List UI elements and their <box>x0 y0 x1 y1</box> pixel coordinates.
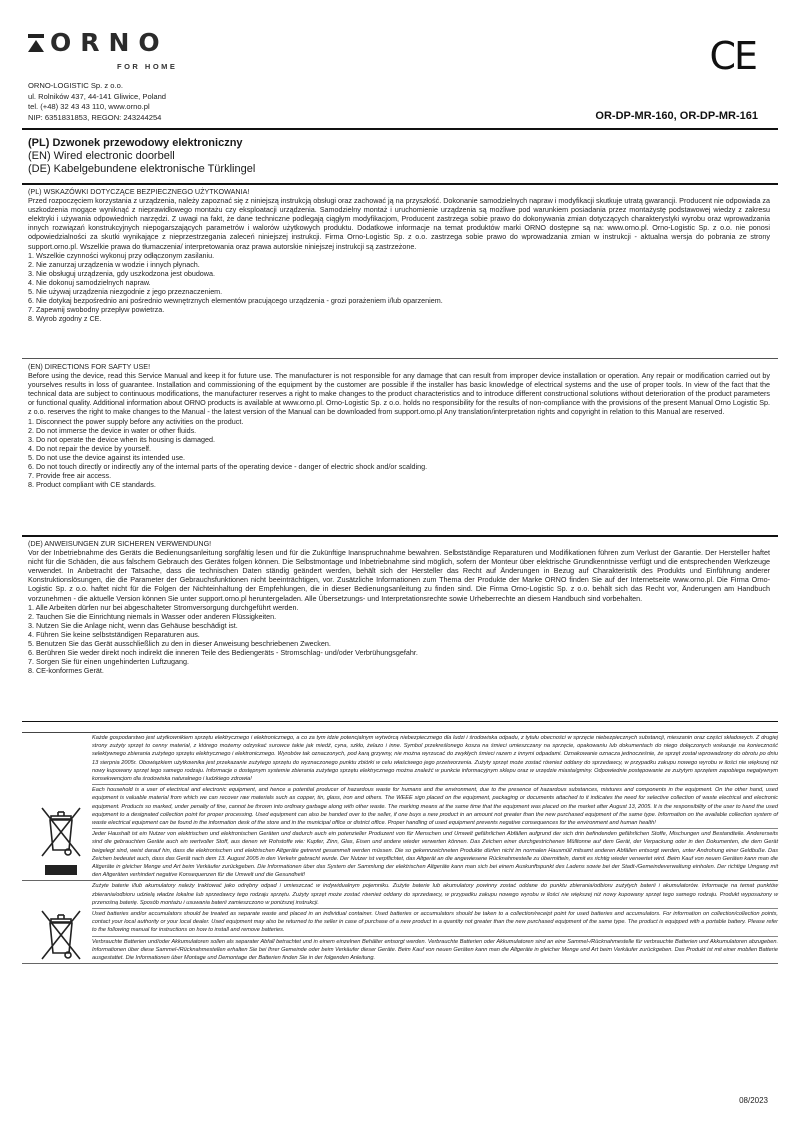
divider <box>22 358 778 359</box>
safety-list <box>28 251 770 324</box>
revision-date: 08/2023 <box>739 1096 768 1105</box>
safety-list <box>28 417 770 490</box>
list-item: 3. Nie obsługuj urządzenia, gdy uszkodzona jest obudowa. <box>28 268 215 278</box>
company-tax-ids: NIP: 6351831853, REGON: 243244254 <box>28 112 162 122</box>
list-item: 4. Führen Sie keine selbstständigen Reparaturen aus. <box>28 629 200 639</box>
list-item: 6. Berühren Sie weder direkt noch indirekt die inneren Teile des Bediengeräts - Stromschlag- und/oder Verbrühungsgefahr. <box>28 648 418 658</box>
company-info <box>28 81 166 123</box>
weee-text-pl: Każde gospodarstwo jest użytkownikiem sprzętu elektrycznego i elektronicznego, a co za tym idzie potencjalnym wytwórcą niebezpiecznego dla ludzi i środowiska odpadu, z tytułu obecności w sprzęcie niebezpiecznych substancji, mieszanin oraz części składowych. Z drugiej strony zużyty sprzęt to cenny materiał, z którego możemy odzyskać surowce takie jak miedź, cyna, szkło, żelazo i inne. Symbol przekreślonego kosza na śmieci umieszczany na sprzęcie, opakowaniu lub dokumentach do niego dołączonych wskazuje na konieczność selektywnego zbierania zużytego sprzętu elektrycznego i elektronicznego. Wyrobów tak oznaczonych, pod karą grzywny, nie można wyrzucać do zwykłych śmieci razem z innymi odpadami. Oznakowanie oznacza jednocześnie, że sprzęt został wprowadzony do obrotu po dniu 13 sierpnia 2005r. Obowiązkiem użytkownika jest przekazanie zużytego sprzętu do wyznaczonego punktu zbiórki w celu właściwego jego przetworzenia. Zużyty sprzęt może zostać również oddany do sprzedawcy, w przypadku zakupu nowego wyrobu w ilości nie większej niż nowy kupowany sprzęt tego samego rodzaju. Informacje o dostępnym systemie zbierania zużytego sprzętu elektrycznego można znaleźć w punkcie informacyjnym sklepu oraz w urzędzie miasta/gminy. Odpowiednie postępowanie ze zużytym sprzętem zapobiega negatywnym konsekwencjom dla środowiska naturalnego i ludzkiego zdrowia! <box>92 735 778 783</box>
list-item: 6. Do not touch directly or indirectly any of the internal parts of the operating device - danger of electric shock and/or scalding. <box>28 462 428 472</box>
divider <box>22 128 778 130</box>
list-item: 6. Nie dotykaj bezpośrednio ani pośrednio wewnętrznych elementów pracującego urządzenia - grozi porażeniem i/lub oparzeniem. <box>28 296 443 306</box>
list-item: 3. Do not operate the device when its housing is damaged. <box>28 434 215 444</box>
title-en: (EN) Wired electronic doorbell <box>28 150 175 162</box>
product-titles <box>28 137 255 176</box>
weee-text-de: Jeder Haushalt ist ein Nutzer von elektrischen und elektronischen Geräten und dadurch auch ein potenzieller Produzent von für Menschen und Umwelt gefährlichen Abfällen aufgrund der sich drin befindenden gefährlichen Stoffe, Mischungen und Bestandteile. Andererseits sind die gebrauchten Geräte auch ein wertvoller Stoff, aus denen wir Rohstoffe wie: Kupfer, Zinn, Glas, Eisen und andere wieder verwerten können. Das Zeichen einer durchgestrichenen Mülltonne auf dem Gerät, der Verpackung oder in den Dokumenten, die dem Gerät beigelegt sind, weist darauf hin, dass die elektronischen und elektrischen Altgeräte getrennt gesammelt werden müssen. Die so gekennzeichneten Produkte dürfen nicht im normalen Hausmüll mitsamt anderen Abfällen entsorgt werden, unter Androhung einer Geldbuße. Das Zeichen bedeutet auch, dass das Gerät nach dem 13. August 2005 in den Verkehr gebracht wurde. Der Nutzer ist verpflichtet, das Altgerät an die angewiesene Rücknahmestelle zu übermitteln, damit es richtig wieder verwertet wird. Beim Kauf von neuen Geräten kann man die Altgeräte in gleicher Menge und Art beim Verkäufer zurückgeben. Die Informationen über das System der Sammlung der elektrischen Altgeräte kann man sich bei einem Auskunftspunkt des Ladens sowie bei der Stadt-/Gemeindeverwaltung einholen. Der richtige Umgang mit den Altgeräten verhindert negative Konsequenzen für die Umwelt und die Gesundheit! <box>92 831 778 879</box>
divider <box>22 535 778 537</box>
section-body: Przed rozpoczęciem korzystania z urządzenia, należy zapoznać się z niniejszą instrukcją obsługi oraz zachować ją na przyszłość. Dokonanie samodzielnych napraw i modyfikacji skutkuje utratą gwarancji. Producent nie odpowiada za uszkodzenia mogące wyniknąć z nieprawidłowego montażu czy eksploatacji urządzenia. Samodzielny montaż i uruchomienie urządzenia są możliwe pod warunkiem posiadania przez montażystę podstawowej wiedzy z zakresu elektryki i używania odpowiednich narzędzi. Z uwagi na fakt, że dane techniczne podlegają ciągłym modyfikacjom, Producent zastrzega sobie prawo do dokonywania zmian dotyczących charakterystyki wyrobu oraz wprowadzania innych rozwiązań konstrukcyjnych niepogarszających parametrów i walorów użytkowych produktu. Dodatkowe informacje na temat produktów marki ORNO dostępne są na: www.orno.pl. Orno-Logistic Sp. z o.o. nie ponosi odpowiedzialności za skutki wynikające z nieprzestrzegania zaleceń niniejszej instrukcji. Firma Orno-Logistic Sp. z o.o. zastrzega sobie prawo do wprowadzania zmian w instrukcji - aktualna wersja do pobrania ze strony support.orno.pl. Wszelkie prawa do tłumaczenia/ interpretowania oraz prawa autorskie niniejszej instrukcji są zastrzeżone. <box>28 196 770 251</box>
list-item: 7. Zapewnij swobodny przepływ powietrza. <box>28 305 165 315</box>
weee-equipment-block <box>22 732 778 880</box>
crossed-out-battery-bin-icon <box>38 909 84 961</box>
safety-section-pl <box>28 187 770 323</box>
divider <box>22 721 778 722</box>
list-item: 8. Wyrob zgodny z CE. <box>28 314 102 324</box>
list-item: 8. Product compliant with CE standards. <box>28 480 156 490</box>
list-item: 1. Alle Arbeiten dürfen nur bei abgeschalteter Stromversorgung durchgeführt werden. <box>28 602 299 612</box>
list-item: 4. Do not repair the device by yourself. <box>28 443 152 453</box>
document-header <box>22 0 778 128</box>
list-item: 7. Provide free air access. <box>28 471 112 481</box>
list-item: 5. Do not use the device against its intended use. <box>28 452 186 462</box>
weee-disposal-section <box>22 732 778 964</box>
list-item: 5. Benutzen Sie das Gerät ausschließlich zu den in dieser Anweisung beschriebenen Zwecken. <box>28 639 331 649</box>
list-item: 1. Disconnect the power supply before any activities on the product. <box>28 416 244 426</box>
battery-text-pl: Zużyte baterie i/lub akumulatory należy traktować jako odrębny odpad i umieszczać w indywidualnym pojemniku. Zużyte baterie lub akumulatory powinny zostać oddane do punktu zbierania/odbioru zużytych baterii i akumulatorów. Informacje na temat punktów zbierania/odbioru udzielą władze lokalne lub sprzedawcy tego rodzaju sprzętu. Zużyty sprzęt może zostać również oddany do sprzedawcy, w przypadku zakupu nowego wyrobu w ilości nie większej niż nowy kupowany sprzęt tego samego rodzaju. Produkt wyposażony w przenośną baterię. Sposób montażu i usuwania baterii zamieszczono w poniższej instrukcji. <box>92 883 778 906</box>
orno-logo-icon <box>28 34 44 52</box>
list-item: 1. Wszelkie czynności wykonuj przy odłączonym zasilaniu. <box>28 250 215 260</box>
safety-list <box>28 603 770 676</box>
battery-text-en: Used batteries and/or accumulators should be treated as separate waste and placed in an individual container. Used batteries or accumulators should be taken to a collection/receipt point for used batteries and accumulators. For information on collection/collection points, contact your local authority or your local dealer. Used equipment may also be returned to the seller in case of purchase of a new product in a quantity not greater than the new purchased equipment of the same type. The product is equipped with a portable battery. Please refer to the following manual for instructions on how to install and remove batteries. <box>92 911 778 934</box>
weee-battery-block <box>22 880 778 963</box>
list-item: 4. Nie dokonuj samodzielnych napraw. <box>28 277 151 287</box>
company-contact: tel. (+48) 32 43 43 110, www.orno.pl <box>28 102 150 112</box>
company-name: ORNO-LOGISTIC Sp. z o.o. <box>28 81 123 90</box>
section-body: Before using the device, read this Service Manual and keep it for future use. The manufacturer is not responsible for any damage that can result from improper device installation or operation. Any repair or modification carried out by yourselves results in loss of guarantee. Installation and commissioning of the equipment by the customer are possible if the installer has basic knowledge of electrical systems and the use of proper tools. In view of the fact that the technical data are subject to continuous modifications, the manufacturer reserves a right to make changes to the product characteristics and to introduce different constructional solutions without deterioration of the product parameters or functional quality. Additional information about ORNO products is available at www.orno.pl. Orno-Logistic Sp. z o.o. holds no responsibility for the results of non-compliance with the provisions of the present Manual Orno Logistic Sp. z o.o. reserves the right to make changes to the Manual - the latest version of the Manual can be downloaded from support.orno.pl Any translation/interpretation rights and copyright in relation to this Manual are reserved. <box>28 371 770 417</box>
title-de: (DE) Kabelgebundene elektronische Türklingel <box>28 163 256 175</box>
list-item: 7. Sorgen Sie für einen ungehinderten Luftzugang. <box>28 657 190 667</box>
section-title: (DE) ANWEISUNGEN ZUR SICHEREN VERWENDUNG! <box>28 539 212 548</box>
section-title: (PL) WSKAZÓWKI DOTYCZĄCE BEZPIECZNEGO UŻYTKOWANIA! <box>28 187 250 196</box>
list-item: 8. CE-konformes Gerät. <box>28 666 104 676</box>
battery-text-de: Verbrauchte Batterien und/oder Akkumulatoren sollen als separater Abfall betrachtet und in einem einzelnen Behälter entsorgt werden. Verbrauchte Batterien oder Akkumulatoren sind an eine Sammel-/Rücknahmestelle für verbrauchte Batterien und Akkumulatoren abzugeben. Informationen über diese Sammel-/Rücknahmestellen erhalten Sie bei Ihrer Gemeinde oder beim Verkäufer dieser Geräte. Beim Kauf von neuen Geräten kann man die Altgeräte in gleicher Menge und Art beim Verkäufer zurückgeben. Das Produkt ist mit einer mobilen Batterie ausgestattet. Die Informationen über Montage und Demontage der Batterien finden Sie in der folgenden Anleitung. <box>92 938 778 962</box>
orno-logo <box>28 28 169 57</box>
title-pl: (PL) Dzwonek przewodowy elektroniczny <box>28 137 243 149</box>
safety-section-en <box>28 362 770 489</box>
list-item: 5. Nie używaj urządzenia niezgodnie z jego przeznaczeniem. <box>28 287 223 297</box>
section-body: Vor der Inbetriebnahme des Geräts die Bedienungsanleitung sorgfältig lesen und für die Zukünftige Inanspruchnahme bewahren. Selbstständige Reparaturen und Modifikationen führen zum Verlust der Garantie. Der Hersteller haftet nicht für die Schäden, die aus falschem Gebrauch des Gerätes folgen können. Die Selbstmontage und Inbetriebnahme sind möglich, sofern der Monteur über elektrische Grundkenntnisse verfügt und die entsprechenden Werkzeuge verwendet. In Anbetracht der Tatsache, dass die technischen Daten ständig geändert werden, behält sich der Hersteller das Recht auf Änderungen in Bezug auf Charakteristik des Produkts und Einführung anderer Konstruktionslösungen, die die Parameter der Gebrauchsfunktionen nicht beeinträchtigen, vor. Zusätzliche Informationen zum Thema der Produkte der Marke ORNO finden Sie auf der Internetseite www.orno.pl. Die Firma Orno-Logistic Sp. z o.o. haftet nicht für die Folgen der Nichteinhaltung der Empfehlungen, die in dieser Bedienungsanleitung zu finden sind. Die Firma Orno-Logistic Sp. z o.o. behält sich das Recht vor, Änderungen am Handbuch vorzunehmen - die aktuelle Version können Sie unter support.orno.pl heruntergeladen. Alle Übersetzungs- und Interpretationsrechte sowie Urheberrechte an diesem Handbuch sind vorbehalten. <box>28 548 770 603</box>
manual-page <box>22 0 778 1134</box>
section-title: (EN) DIRECTIONS FOR SAFTY USE! <box>28 362 151 371</box>
list-item: 3. Nutzen Sie die Anlage nicht, wenn das Gehäuse beschädigt ist. <box>28 620 238 630</box>
list-item: 2. Nie zanurzaj urządzenia w wodzie i innych płynach. <box>28 259 200 269</box>
company-address: ul. Rolników 437, 44-141 Gliwice, Poland <box>28 91 167 101</box>
divider <box>22 183 778 185</box>
list-item: 2. Do not immerse the device in water or other fluids. <box>28 425 197 435</box>
logo-text: ORNO <box>50 28 169 57</box>
model-numbers: OR-DP-MR-160, OR-DP-MR-161 <box>595 110 758 122</box>
divider <box>22 963 778 964</box>
list-item: 2. Tauchen Sie die Einrichtung niemals in Wasser oder anderen Flüssigkeiten. <box>28 611 277 621</box>
weee-text-en: Each household is a user of electrical and electronic equipment, and hence a potential producer of hazardous waste for humans and the environment, due to the presence of hazardous substances, mixtures and components in the equipment. On the other hand, used equipment is valuable material from which we can recover raw materials such as copper, tin, glass, iron and others. The WEEE sign placed on the equipment, packaging or documents attached to it indicates the need for selective collection of waste electrical and electronic equipment. Products so marked, under penalty of fine, cannot be thrown into ordinary garbage along with other waste. The marking means at the same time that the equipment was placed on the market after August 13, 2005. It is the responsibility of the user to hand the used equipment to a designated collection point for proper processing. Used equipment can also be handed over to the seller, if one buys a new product in an amount not greater than the new purchased equipment of the same type. Information on the available collection system of waste electrical equipment can be found in the information desk of the store and in the municipal office or district office. Proper handling of used equipment prevents negative consequences for the environment and human health! <box>92 787 778 827</box>
logo-tagline: FOR HOME <box>117 62 178 71</box>
ce-mark-icon: CE <box>709 34 756 78</box>
safety-section-de <box>28 539 770 675</box>
